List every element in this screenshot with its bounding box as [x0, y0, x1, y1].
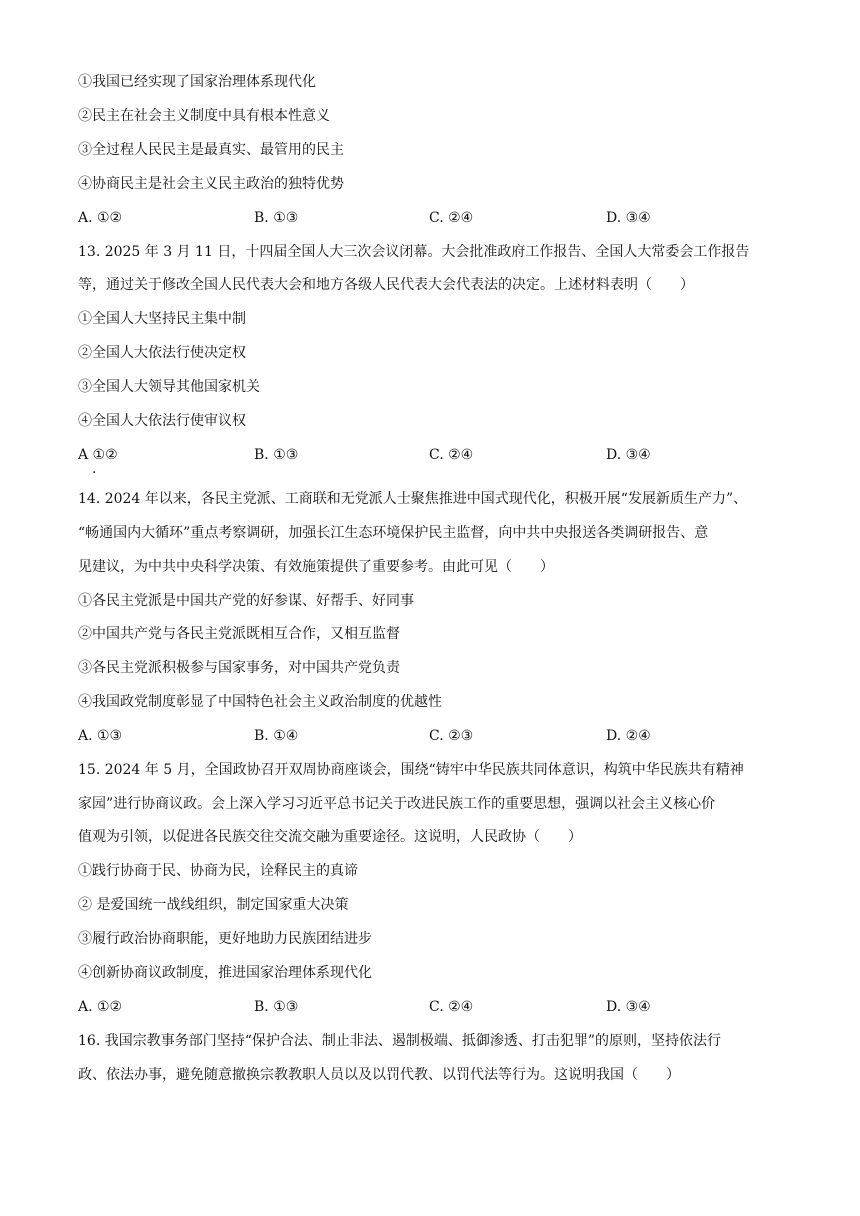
q13-stem-line-1: 13. 2025 年 3 月 11 日，十四届全国人大三次会议闭幕。大会批准政府工作报告、全国人大常委会工作报告	[78, 244, 750, 260]
q12-option-c: C. ②④	[429, 210, 474, 226]
q14-option-a: A. ①③	[78, 728, 123, 744]
q12-statement-1: ①我国已经实现了国家治理体系现代化	[78, 74, 316, 90]
q13-option-a-dot: .	[92, 461, 97, 477]
q12-statement-2: ②民主在社会主义制度中具有根本性意义	[78, 108, 330, 124]
q12-option-b: B. ①③	[254, 210, 299, 226]
q13-statement-4: ④全国人大依法行使审议权	[78, 413, 246, 429]
q14-option-d: D. ②④	[606, 728, 651, 744]
q12-statement-3: ③全过程人民民主是最真实、最管用的民主	[78, 142, 344, 158]
q15-stem-line-2: 家园”进行协商议政。会上深入学习习近平总书记关于改进民族工作的重要思想，强调以社会主义核心价	[78, 796, 716, 812]
q13-option-a: A ①②	[78, 447, 118, 463]
q15-option-c: C. ②④	[429, 999, 474, 1015]
q14-option-c: C. ②③	[429, 728, 474, 744]
q14-stem-line-2: “畅通国内大循环”重点考察调研，加强长江生态环境保护民主监督，向中共中央报送各类调研报告、意	[78, 525, 709, 541]
q14-statement-4: ④我国政党制度彰显了中国特色社会主义政治制度的优越性	[78, 694, 442, 710]
q13-option-b: B. ①③	[254, 447, 299, 463]
q14-option-b: B. ①④	[254, 728, 299, 744]
q15-option-d: D. ③④	[606, 999, 651, 1015]
q12-statement-4: ④协商民主是社会主义民主政治的独特优势	[78, 176, 344, 192]
q15-statement-1: ①践行协商于民、协商为民，诠释民主的真谛	[78, 863, 358, 879]
q16-stem-line-2: 政、依法办事，避免随意撤换宗教教职人员以及以罚代教、以罚代法等行为。这说明我国（ ）	[78, 1067, 680, 1083]
q13-stem-line-2: 等，通过关于修改全国人民代表大会和地方各级人民代表大会代表法的决定。上述材料表明（ ）	[78, 277, 694, 293]
q14-stem-line-3: 见建议，为中共中央科学决策、有效施策提供了重要参考。由此可见（ ）	[78, 559, 554, 575]
q13-option-c: C. ②④	[429, 447, 474, 463]
q13-option-d: D. ③④	[606, 447, 651, 463]
q15-statement-4: ④创新协商议政制度，推进国家治理体系现代化	[78, 965, 372, 981]
q14-statement-1: ①各民主党派是中国共产党的好参谋、好帮手、好同事	[78, 593, 414, 609]
q15-stem-line-3: 值观为引领，以促进各民族交往交流交融为重要途径。这说明，人民政协（ ）	[78, 829, 582, 845]
q15-option-a: A. ①②	[78, 999, 123, 1015]
q12-option-a: A. ①②	[78, 210, 123, 226]
q13-statement-1: ①全国人大坚持民主集中制	[78, 311, 246, 327]
q16-stem-line-1: 16. 我国宗教事务部门坚持“保护合法、制止非法、遏制极端、抵御渗透、打击犯罪”的原则，坚持依法行	[78, 1033, 722, 1049]
q14-stem-line-1: 14. 2024 年以来，各民主党派、工商联和无党派人士聚焦推进中国式现代化，积极开展“发展新质生产力”、	[78, 491, 748, 507]
q15-stem-line-1: 15. 2024 年 5 月，全国政协召开双周协商座谈会，围绕“铸牢中华民族共同体意识，构筑中华民族共有精神	[78, 762, 744, 778]
q13-options	[78, 445, 783, 477]
q15-option-b: B. ①③	[254, 999, 299, 1015]
q15-options	[78, 997, 783, 1017]
q13-statement-3: ③全国人大领导其他国家机关	[78, 379, 260, 395]
q14-statement-2: ②中国共产党与各民主党派既相互合作，又相互监督	[78, 626, 400, 642]
q15-statement-3: ③履行政治协商职能，更好地助力民族团结进步	[78, 931, 372, 947]
q14-statement-3: ③各民主党派积极参与国家事务，对中国共产党负责	[78, 660, 400, 676]
q12-options	[78, 208, 783, 228]
q14-options	[78, 726, 783, 746]
q15-statement-2: ② 是爱国统一战线组织，制定国家重大决策	[78, 897, 349, 913]
q12-option-d: D. ③④	[606, 210, 651, 226]
q13-statement-2: ②全国人大依法行使决定权	[78, 345, 246, 361]
